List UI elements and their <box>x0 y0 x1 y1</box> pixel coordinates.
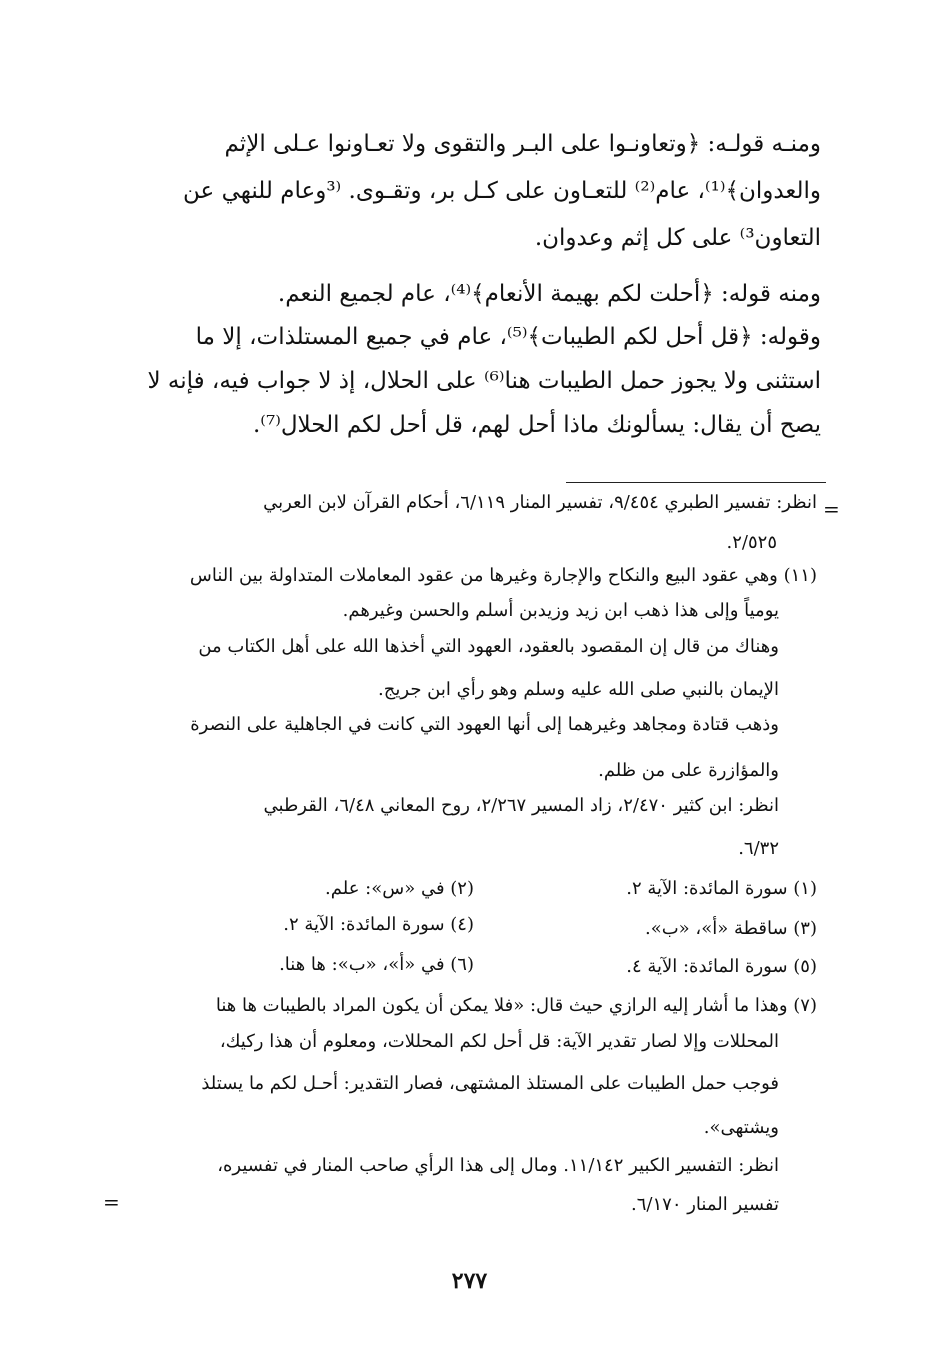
footnote-line: (٧) وهذا ما أشار إليه الرازي حيث قال: «فلا يمكن أن يكون المراد بالطيبات ها هنا <box>215 995 817 1016</box>
footnote-line: يومياً وإلى هذا ذهب ابن زيد وزيدبن أسلم والحسن وغيرهم. <box>342 600 779 621</box>
footnote-line: فوجب حمل الطيبات على المستلذ المشتهى، فصار التقدير: أحـل لكم ما يستلذ <box>201 1073 779 1094</box>
footnote-item: (٥) سورة المائدة: الآية ٤. <box>626 956 817 977</box>
main-line: وقوله: ﴿قل أحل لكم الطيبات﴾⁽⁵⁾، عام في جميع المستلذات، إلا ما <box>195 324 821 350</box>
footnote-line: انظر: ابن كثير ٢/٤٧٠، زاد المسير ٢/٢٦٧، روح المعاني ٦/٤٨، القرطبي <box>263 795 779 816</box>
footnote-line: المحللات وإلا لصار تقدير الآية: قل أحل لكم المحللات، ومعلوم أن هذا ركيك، <box>219 1031 779 1052</box>
footnote-line: ٢/٥٢٥. <box>726 532 777 553</box>
footnote-line: والمؤازرة على من ظلم. <box>598 760 779 781</box>
footnote-line: ويشتهى». <box>703 1117 779 1138</box>
footnote-line: انظر: التفسير الكبير ١١/١٤٢. ومال إلى هذا الرأي صاحب المنار في تفسيره، <box>217 1155 779 1176</box>
footnote-line: (١١) وهي عقود البيع والنكاح والإجارة وغيرها من عقود المعاملات المتداولة بين الناس <box>189 565 817 586</box>
main-line: ومنه قوله: ﴿أحلت لكم بهيمة الأنعام﴾⁽⁴⁾، عام لجميع النعم. <box>277 281 821 307</box>
main-line: استثنى ولا يجوز حمل الطيبات هنا⁽⁶⁾ على الحلال، إذ لا جواب فيه، فإنه لا <box>147 368 821 394</box>
continuation-marker: = <box>823 497 840 521</box>
footnote-item: (٦) في «أ»، «ب»: ها هنا. <box>279 954 474 975</box>
footnote-line: وهناك من قال إن المقصود بالعقود، العهود التي أخذها الله على أهل الكتاب من <box>198 636 779 657</box>
footnote-line: ٦/٣٢. <box>738 838 779 859</box>
main-line: التعاون³⁾ على كل إثم وعدوان. <box>534 225 821 251</box>
footnote-line: وذهب قتادة ومجاهد وغيرهما إلى أنها العهود التي كانت في الجاهلية على النصرة <box>190 714 779 735</box>
footnote-separator <box>566 482 826 483</box>
footnote-line: الإيمان بالنبي صلى الله عليه وسلم وهو رأي ابن جريج. <box>378 679 779 700</box>
footnote-item: (٢) في «س»: علم. <box>325 878 474 899</box>
continuation-marker: = <box>103 1190 120 1214</box>
footnote-item: (٤) سورة المائدة: الآية ٢. <box>283 914 474 935</box>
footnote-item: (١) سورة المائدة: الآية ٢. <box>626 878 817 899</box>
footnote-line: تفسير المنار ٦/١٧٠. <box>631 1194 779 1215</box>
main-line: ومنـه قولـه: ﴿وتعاونـوا على البـر والتقوى ولا تعـاونوا عـلى الإثم <box>224 131 821 157</box>
page-number: ٢٧٧ <box>451 1268 488 1294</box>
footnote-item: (٣) ساقطة «أ»، «ب». <box>644 918 817 939</box>
main-line: يصح أن يقال: يسألونك ماذا أحل لهم، قل أحل لكم الحلال⁽⁷⁾. <box>252 412 821 438</box>
footnote-line: انظر: تفسير الطبري ٩/٤٥٤، تفسير المنار ٦/١١٩، أحكام القرآن لابن العربي <box>263 492 817 513</box>
main-line: والعدوان﴾⁽¹⁾، عام⁽²⁾ للتعـاون على كـل بر، وتقـوى. ⁽³وعام للنهي عن <box>183 178 821 204</box>
